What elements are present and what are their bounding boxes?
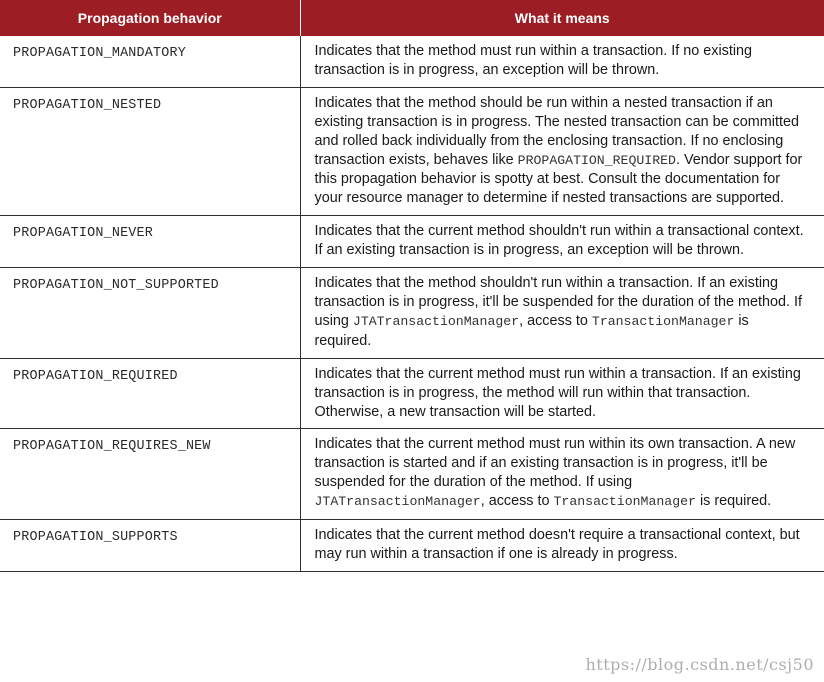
table-row [0,268,824,359]
behavior-name: PROPAGATION_NESTED [13,97,162,113]
behavior-meaning [315,274,811,351]
meaning-text: Indicates that the current method shouldn't run within a transactional context. If an existing transaction is in progress, an exception will be thrown. [314,223,804,259]
behavior-name: PROPAGATION_NEVER [13,226,154,242]
table-row [0,358,824,429]
behavior-meaning-cell [300,429,824,520]
code-reference: PROPAGATION_REQUIRED [517,152,676,168]
behavior-meaning [315,222,811,260]
behavior-name-cell [0,87,300,215]
behavior-meaning [315,435,811,512]
behavior-meaning [315,42,811,80]
behavior-name-cell [0,358,300,429]
code-reference: TransactionManager [591,313,735,329]
meaning-text: , access to [519,312,592,329]
behavior-meaning-cell [300,216,824,268]
behavior-meaning-cell [300,36,824,87]
behavior-name: PROPAGATION_SUPPORTS [13,530,178,546]
table-row [0,87,824,215]
meaning-text: Indicates that the method shouldn't run within a transaction. If an existing transaction is in progress, it'll be suspended for the duration of the method. If using [314,275,803,329]
meaning-text: Indicates that the current method doesn't require a transactional context, but may run within a transaction if one is already in progress. [314,527,800,562]
behavior-name: PROPAGATION_NOT_SUPPORTED [13,278,219,294]
behavior-name-cell [0,36,300,87]
behavior-meaning [315,526,811,564]
table-row [0,36,824,87]
behavior-meaning-cell [300,520,824,572]
table-body [0,36,824,571]
table-row [0,429,824,520]
table-row [0,520,824,572]
meaning-text: is required. [314,312,749,349]
meaning-text: Indicates that the method must run within a transaction. If no existing transaction is in progress, an exception will be thrown. [314,43,753,78]
behavior-meaning [315,94,811,208]
behavior-meaning [315,365,811,422]
code-reference: JTATransactionManager [314,494,481,510]
behavior-name: PROPAGATION_REQUIRES_NEW [13,439,211,455]
code-reference: TransactionManager [553,494,696,510]
header-row [0,0,824,36]
meaning-text: is required. [695,493,772,510]
blog-watermark: https://blog.csdn.net/csj50 [585,655,814,674]
meaning-text: . Vendor support for this propagation behavior is spotty at best. Consult the documentation for your resource manager to determine if nested transactions are supported. [314,151,803,207]
meaning-text: Indicates that the method should be run within a nested transaction if an existing transaction is in progress. The nested transaction can be committed and rolled back individually from the enclosing transaction. If no enclosing transaction exists, behaves like [314,94,799,168]
meaning-text: Indicates that the current method must run within its own transaction. A new transaction is started and if an existing transaction is in progress, it'll be suspended for the duration of the method. If using [314,436,796,491]
behavior-meaning-cell [300,87,824,215]
behavior-name-cell [0,268,300,359]
behavior-name-cell [0,429,300,520]
behavior-name: PROPAGATION_MANDATORY [13,46,186,61]
behavior-name-cell [0,520,300,572]
header-what-it-means: What it means [300,0,824,36]
behavior-name: PROPAGATION_REQUIRED [13,368,178,384]
behavior-meaning-cell [300,268,824,359]
table-row [0,216,824,268]
table-header [0,0,824,36]
header-propagation-behavior: Propagation behavior [0,0,300,36]
behavior-name-cell [0,216,300,268]
meaning-text: Indicates that the current method must run within a transaction. If an existing transaction is in progress, the method will run within that transaction. Otherwise, a new transaction will be started. [314,365,801,420]
behavior-meaning-cell [300,358,824,429]
meaning-text: , access to [480,493,554,510]
code-reference: JTATransactionManager [352,313,520,329]
